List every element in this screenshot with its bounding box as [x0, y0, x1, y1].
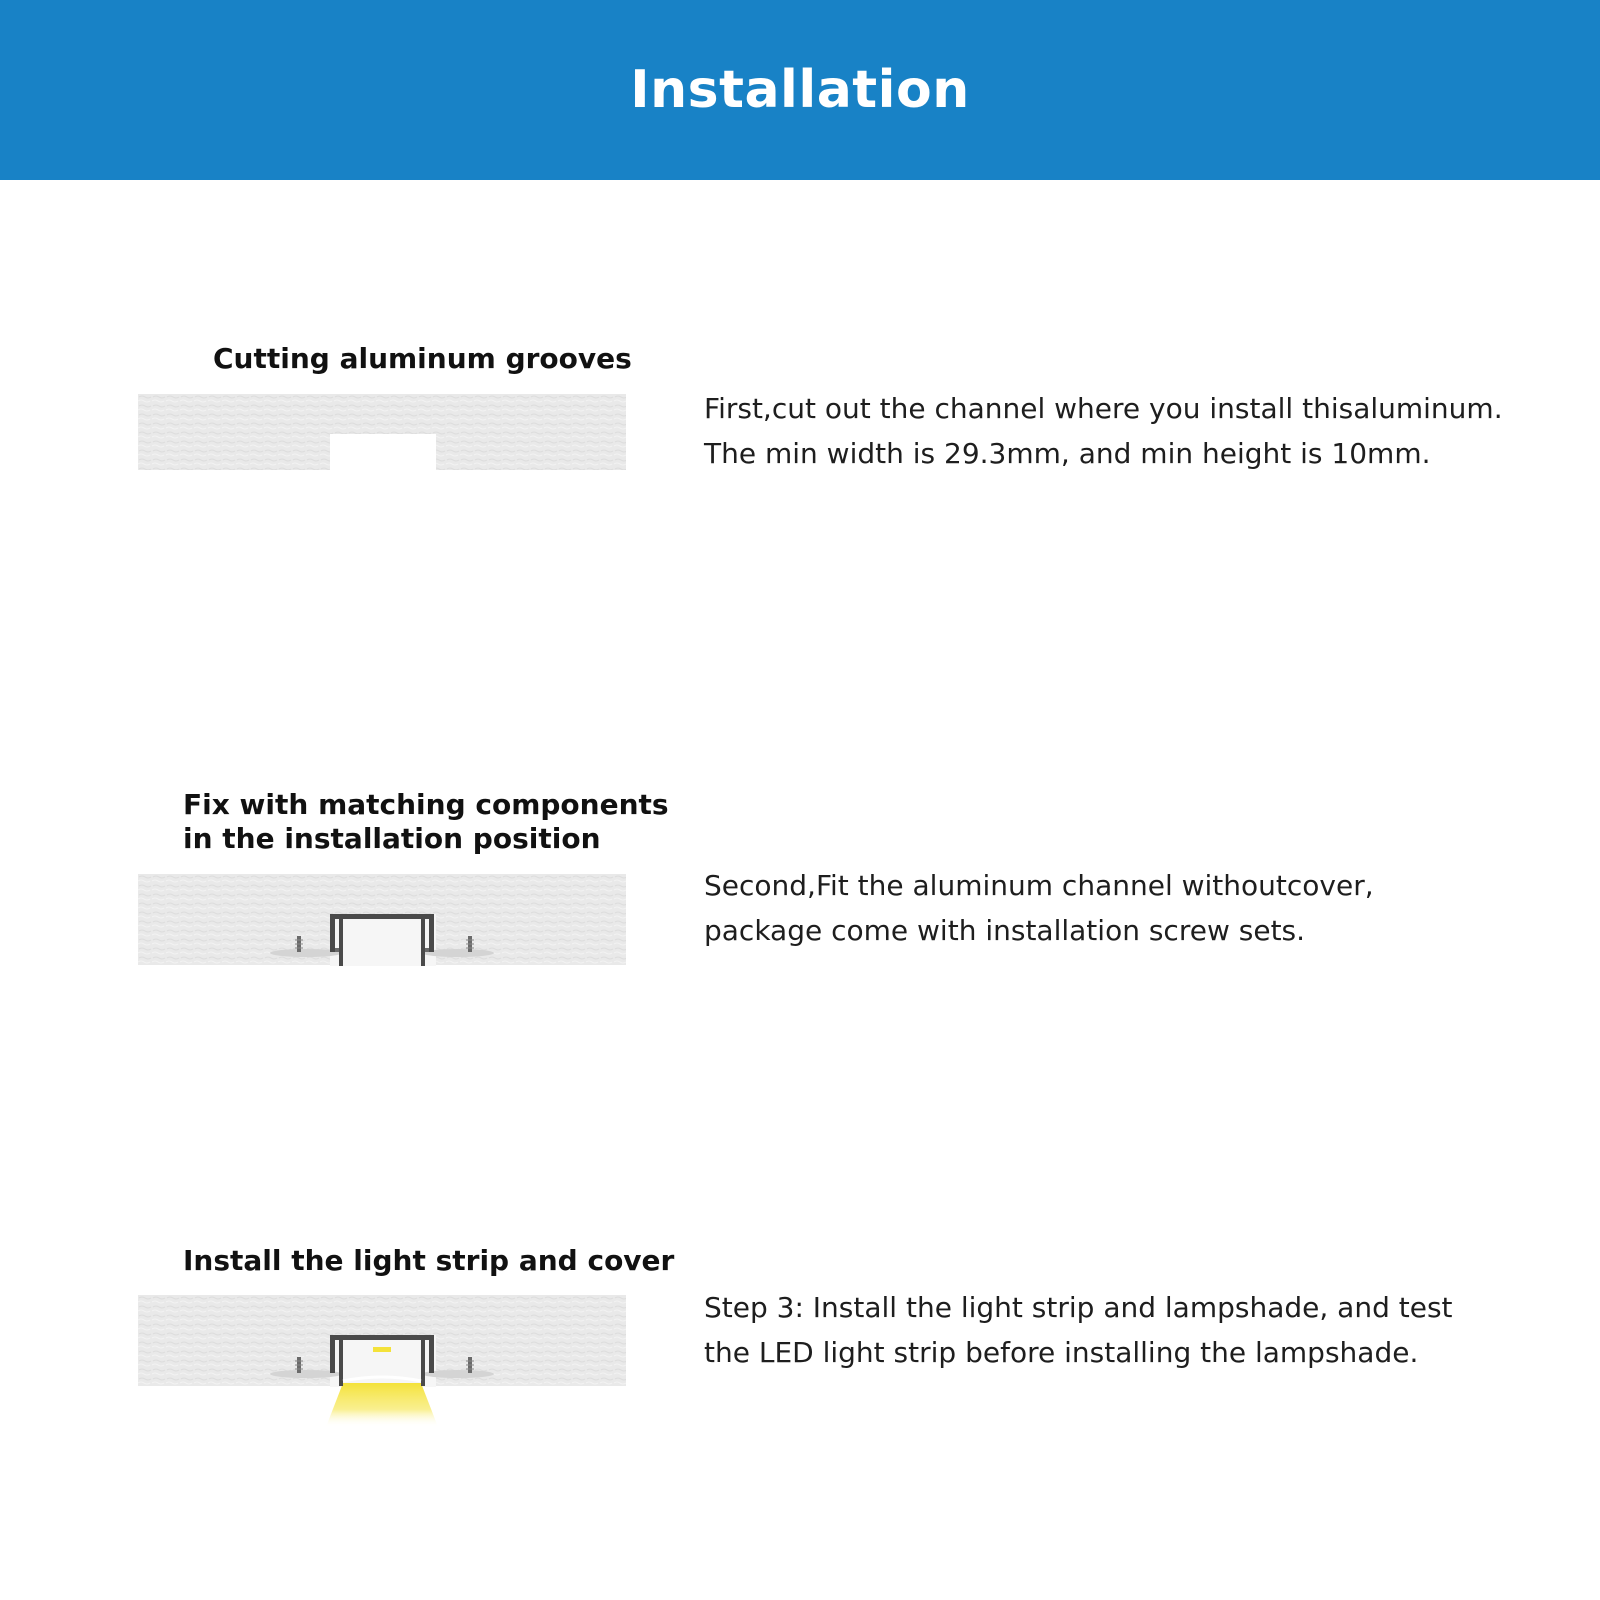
step-1-title-line: Cutting aluminum grooves: [213, 342, 632, 375]
light-beam: [326, 1383, 438, 1427]
groove-cut-illustration: [138, 394, 626, 472]
step-3-description: [704, 1285, 1524, 1375]
step-2-title-line: Fix with matching components: [183, 788, 669, 821]
header-banner: [0, 0, 1600, 180]
step-2-title-line: in the installation position: [183, 822, 601, 855]
step-2-title: [183, 788, 669, 856]
step-3-description-line: the LED light strip before installing the lampshade.: [704, 1336, 1419, 1369]
step-2-description: [704, 863, 1524, 953]
led-strip: [373, 1347, 391, 1352]
step-3-title-line: Install the light strip and cover: [183, 1244, 675, 1277]
step-2-description-line: package come with installation screw sets.: [704, 914, 1306, 947]
step-3-title: [183, 1244, 674, 1278]
lit-channel-illustration: [138, 1295, 626, 1430]
channel-mount-illustration: [138, 874, 626, 966]
page-title: Installation: [630, 60, 970, 120]
step-1-description: [704, 386, 1524, 476]
step-1-title: [213, 342, 632, 376]
step-1-description-line: The min width is 29.3mm, and min height is 10mm.: [704, 437, 1431, 470]
step-3-description-line: Step 3: Install the light strip and lampshade, and test: [704, 1291, 1453, 1324]
step-1-description-line: First,cut out the channel where you install thisaluminum.: [704, 392, 1503, 425]
step-2-description-line: Second,Fit the aluminum channel withoutcover,: [704, 869, 1374, 902]
